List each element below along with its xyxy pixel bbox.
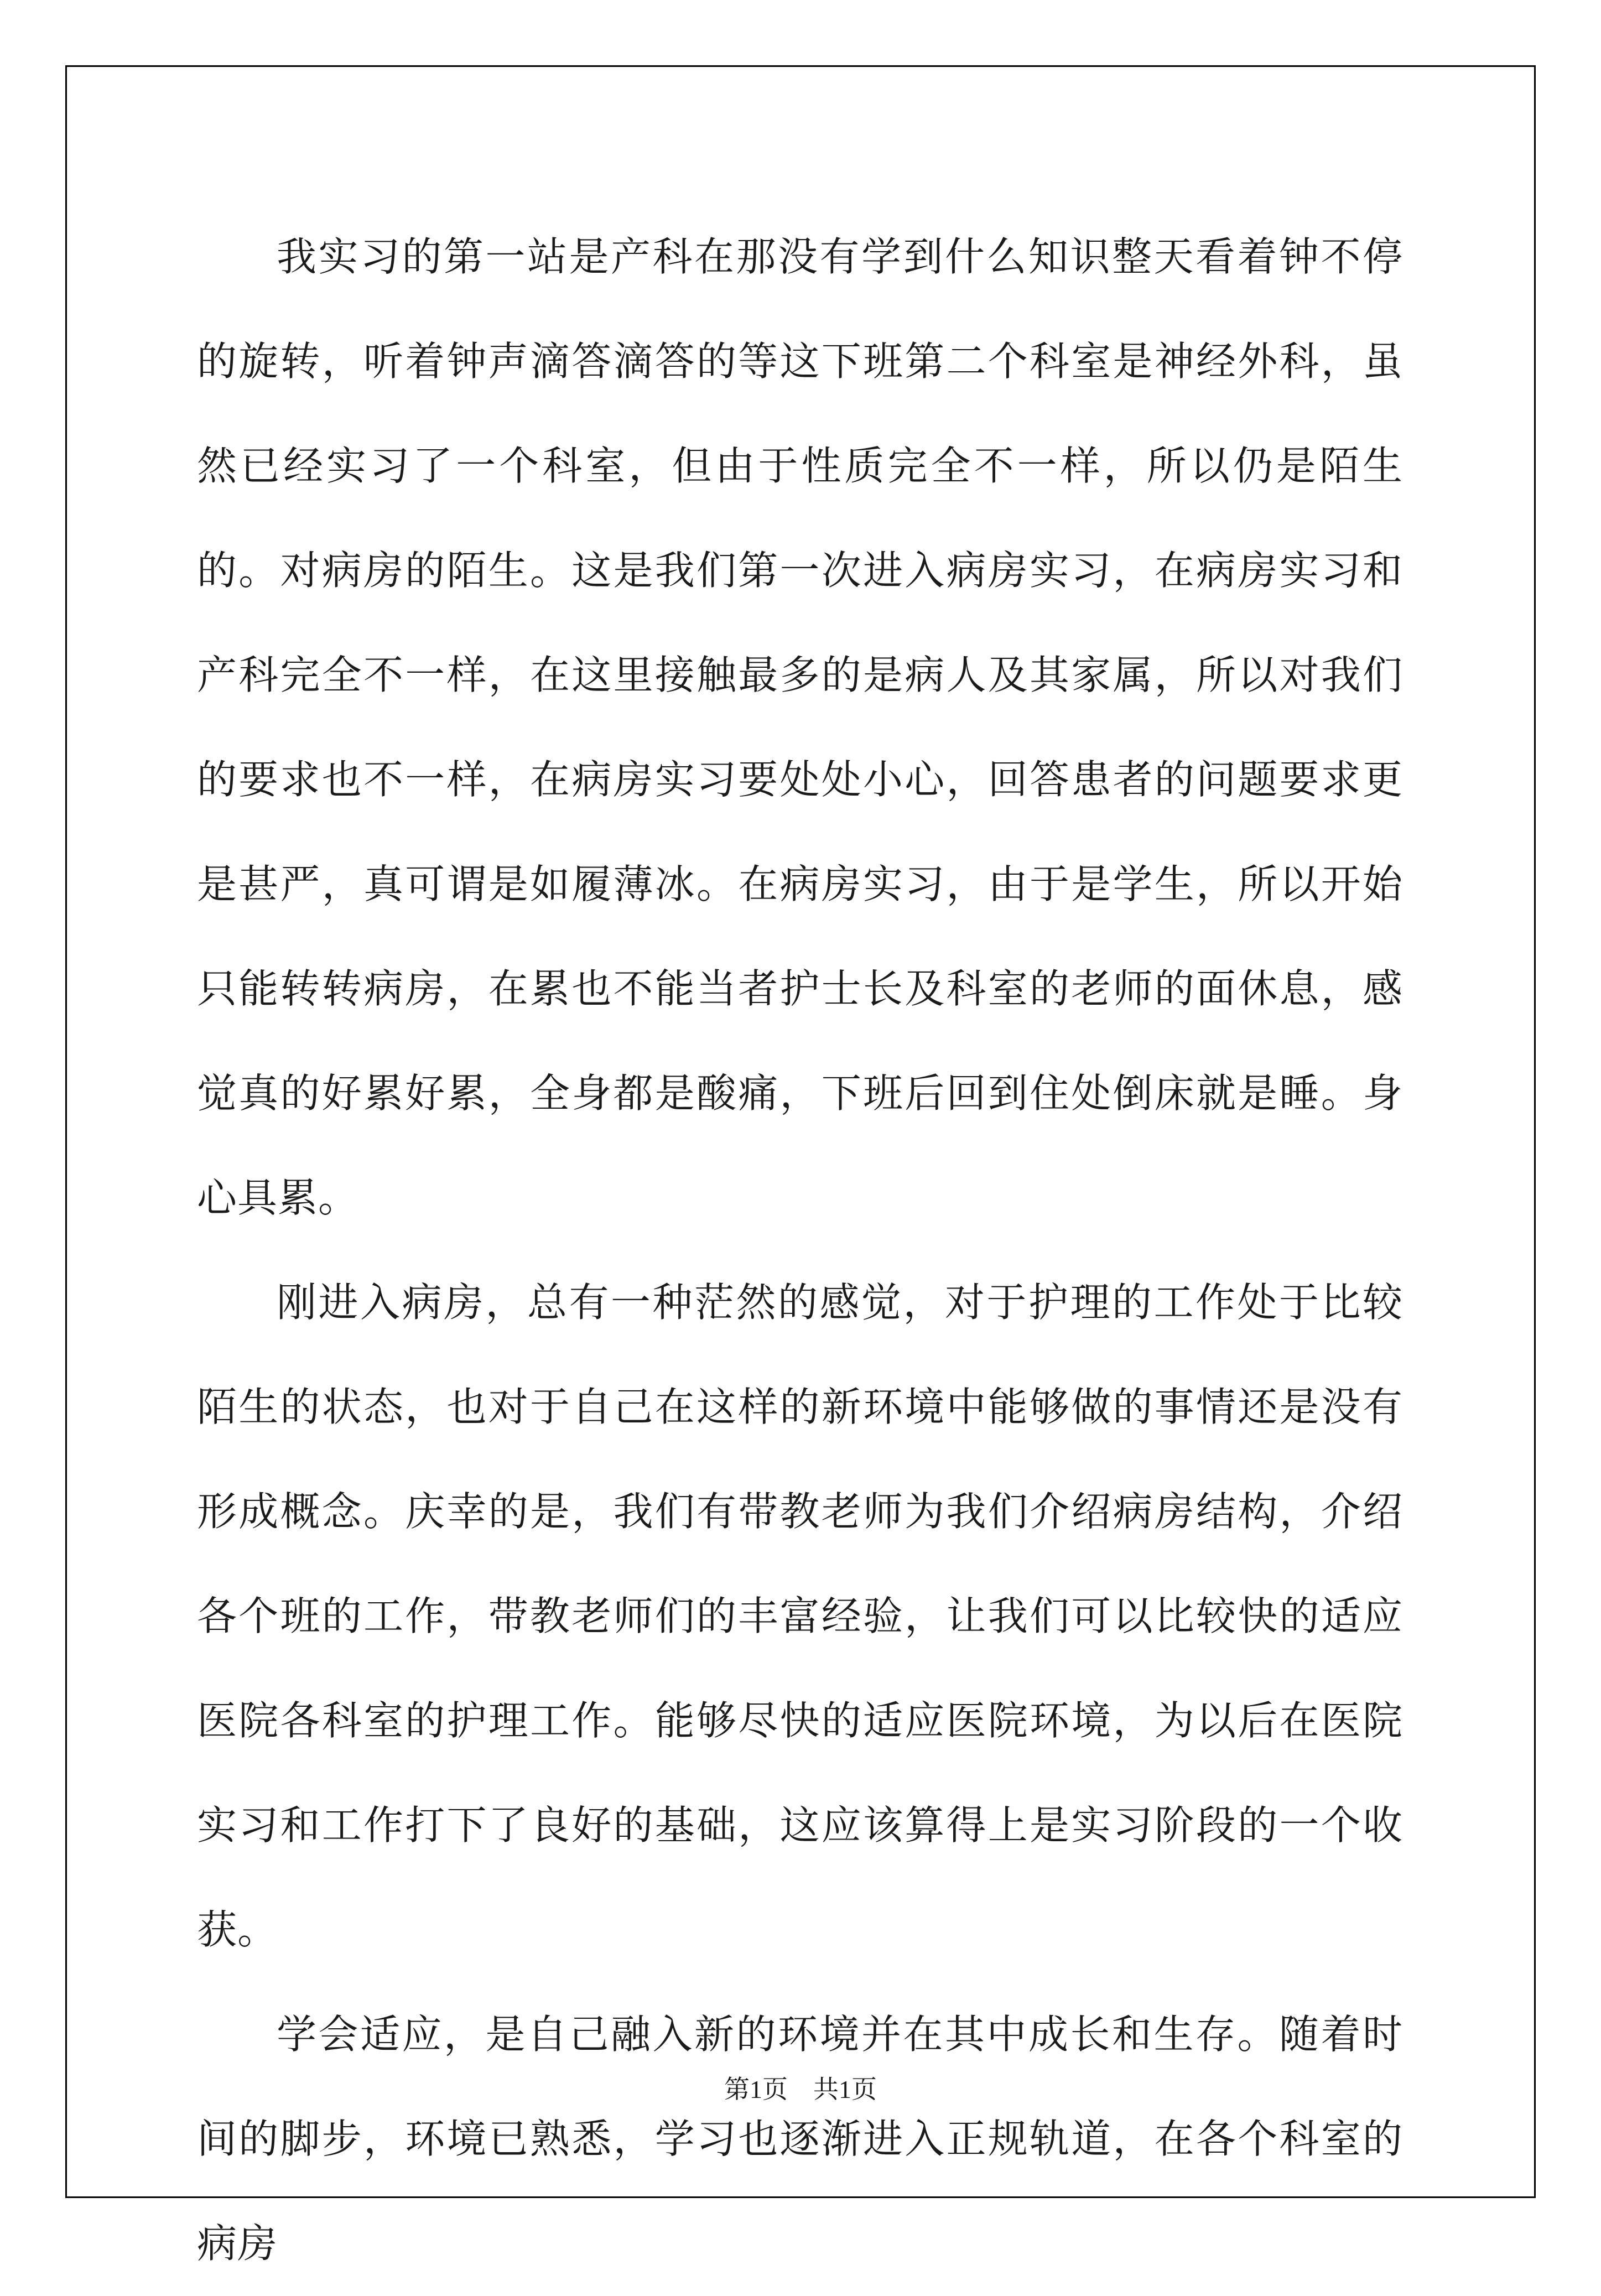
page-footer: 第1页 共1页 — [724, 2075, 877, 2103]
paragraph-3: 学会适应，是自己融入新的环境并在其中成长和生存。随着时间的脚步，环境已熟悉，学习也逐渐进入正规轨道，在各个科室的病房 — [197, 2011, 1403, 2267]
document-body — [197, 205, 1403, 2296]
paragraph-1: 我实习的第一站是产科在那没有学到什么知识整天看着钟不停的旋转，听着钟声滴答滴答的等这下班第二个科室是神经外科，虽然已经实习了一个科室，但由于性质完全不一样，所以仍是陌生的。对病房的陌生。这是我们第一次进入病房实习，在病房实习和产科完全不一样，在这里接触最多的是病人及其家属，所以对我们的要求也不一样，在病房实习要处处小心，回答患者的问题要求更是甚严，真可谓是如履薄冰。在病房实习，由于是学生，所以开始只能转转病房，在累也不能当者护士长及科室的老师的面休息，感觉真的好累好累，全身都是酸痛，下班后回到住处倒床就是睡。身心具累。 — [197, 233, 1403, 1221]
paragraph-2: 刚进入病房，总有一种茫然的感觉，对于护理的工作处于比较陌生的状态，也对于自己在这样的新环境中能够做的事情还是没有形成概念。庆幸的是，我们有带教老师为我们介绍病房结构，介绍各个班的工作，带教老师们的丰富经验，让我们可以比较快的适应医院各科室的护理工作。能够尽快的适应医院环境，为以后在医院实习和工作打下了良好的基础，这应该算得上是实习阶段的一个收获。 — [197, 1279, 1403, 1953]
